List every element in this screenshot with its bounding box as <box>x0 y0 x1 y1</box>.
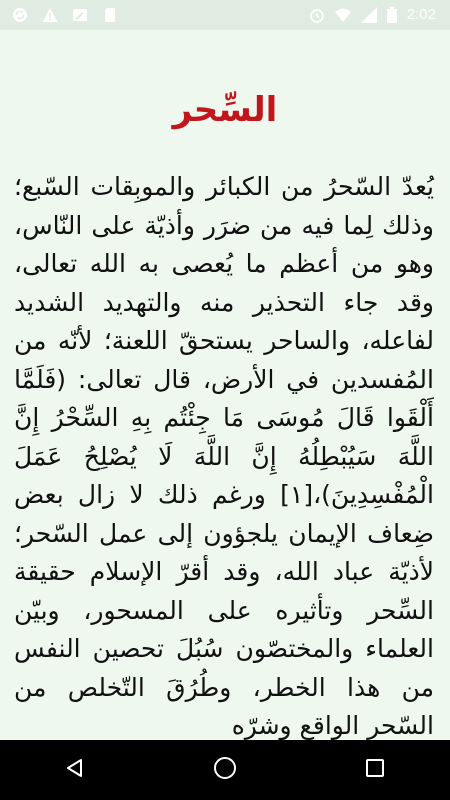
article-view[interactable] <box>0 30 450 740</box>
battery-icon <box>387 7 397 23</box>
status-bar <box>0 0 450 30</box>
wifi-icon <box>335 7 351 23</box>
system-icons <box>309 7 436 23</box>
pen-icon <box>72 7 88 23</box>
sync-icon <box>12 7 28 23</box>
recents-button[interactable] <box>345 740 405 800</box>
alarm-icon <box>309 7 325 23</box>
warning-icon <box>42 7 58 23</box>
signal-icon <box>361 7 377 23</box>
clock: 2:02 <box>406 6 436 23</box>
recents-icon <box>365 758 385 782</box>
article-body: يُعدّ السّحرُ من الكبائر والموبِقات السّبع؛ وذلك لِما فيه من ضرَر وأذيّة على النّاس، وهو من أعظم ما يُعصى به الله تعالى، وقد جاء التحذير منه والتهديد الشديد لفاعله، والساحر يستحقّ اللعنة؛ لأنّه من المُفسدين في الأرض، قال تعالى: (فَلَمَّا أَلْقَوا قَالَ مُوسَى مَا جِئْتُم بِهِ السِّحْرُ إِنَّ اللَّهَ سَيُبْطِلُهُ إِنَّ اللَّهَ لَا يُصْلِحُ عَمَلَ الْمُفْسِدِينَ)،[١] ورغم ذلك لا زال بعض ضِعاف الإيمان يلجؤون إلى عمل السّحر؛ لأذيّة عباد الله، وقد أقرّ الإسلام حقيقة السِّحر وتأثيره على المسحور، وبيّن العلماء والمختصّون سُبُلَ تحصين النفس من هذا الخطر، وطُرُقَ التّخلص من السّحر الواقع وشرّه <box>14 172 434 740</box>
navigation-bar <box>0 740 450 800</box>
sd-card-icon <box>102 7 118 23</box>
back-icon <box>64 757 86 783</box>
back-button[interactable] <box>45 740 105 800</box>
notification-icons <box>12 7 118 23</box>
home-button[interactable] <box>195 740 255 800</box>
home-icon <box>213 756 237 784</box>
article-title: السِّحر <box>172 90 278 130</box>
